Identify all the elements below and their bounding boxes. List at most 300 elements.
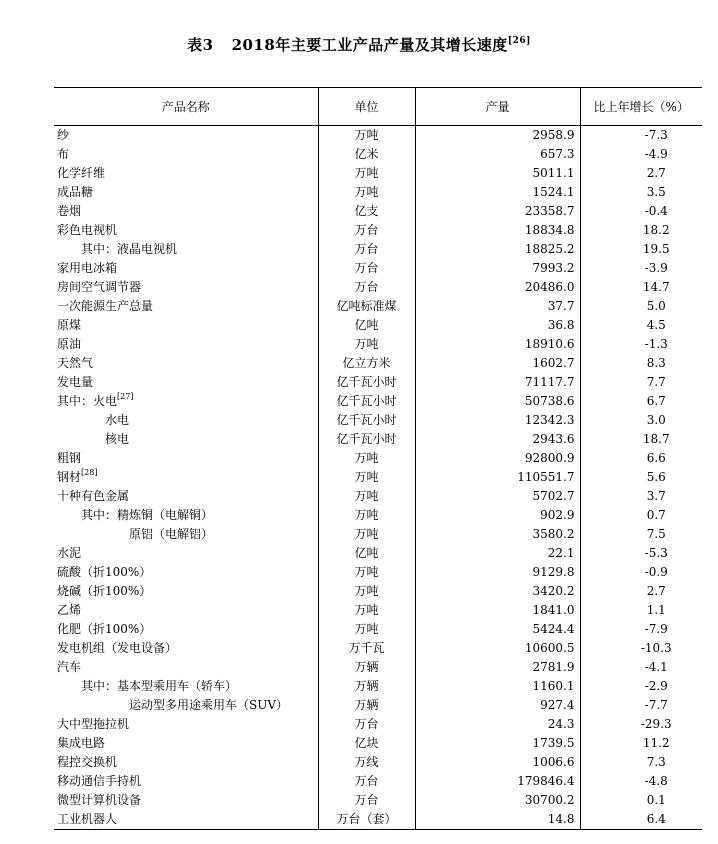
product-name-cell — [54, 753, 318, 772]
header-row — [54, 88, 702, 126]
output-cell — [415, 601, 580, 620]
table-row — [54, 620, 702, 639]
output-cell — [415, 145, 580, 164]
unit-cell-text: 万吨 — [354, 489, 379, 503]
product-name-cell — [54, 297, 318, 316]
product-name-cell — [54, 183, 318, 202]
output-cell-text: 30700.2 — [524, 793, 575, 807]
product-name-cell-text: 十种有色金属 — [57, 489, 130, 503]
header-product-name: 产品名称 — [54, 88, 318, 126]
growth-cell — [580, 297, 702, 316]
product-name-cell — [54, 601, 318, 620]
output-cell-text: 18834.8 — [524, 223, 575, 237]
output-cell-text: 23358.7 — [524, 204, 575, 218]
growth-cell — [580, 259, 702, 278]
growth-cell-text: 5.6 — [646, 470, 666, 484]
table-row — [54, 164, 702, 183]
growth-cell-text: 6.4 — [646, 812, 666, 826]
table-row — [54, 734, 702, 753]
output-cell — [415, 316, 580, 335]
unit-cell — [318, 126, 415, 146]
table-row — [54, 430, 702, 449]
product-name-cell — [54, 810, 318, 830]
table-row — [54, 677, 702, 696]
unit-cell — [318, 278, 415, 297]
unit-cell-text: 万吨 — [354, 603, 379, 617]
product-name-cell-text: 水电 — [57, 413, 130, 427]
output-cell — [415, 582, 580, 601]
product-name-cell — [54, 525, 318, 544]
output-cell-text: 2943.6 — [532, 432, 575, 446]
growth-cell-text: 3.7 — [646, 489, 666, 503]
growth-cell — [580, 183, 702, 202]
product-name-cell-text: 原煤 — [57, 318, 82, 332]
product-name-cell-text: 硫酸（折100%） — [57, 565, 152, 579]
growth-cell — [580, 620, 702, 639]
growth-cell-text: -7.3 — [644, 128, 668, 142]
product-name-cell — [54, 468, 318, 487]
output-cell — [415, 563, 580, 582]
output-cell — [415, 696, 580, 715]
growth-cell — [580, 164, 702, 183]
product-name-cell-text: 卷烟 — [57, 204, 82, 218]
output-cell-text: 2781.9 — [532, 660, 575, 674]
table-row — [54, 183, 702, 202]
product-name-cell — [54, 449, 318, 468]
unit-cell-text: 万台 — [354, 717, 379, 731]
unit-cell-text: 亿千瓦小时 — [336, 432, 397, 446]
unit-cell-text: 万千瓦 — [348, 641, 385, 655]
unit-cell-text: 万线 — [354, 755, 379, 769]
product-name-cell-text: 房间空气调节器 — [57, 280, 142, 294]
growth-cell-text: 18.2 — [642, 223, 670, 237]
growth-cell — [580, 145, 702, 164]
growth-cell-text: 1.1 — [646, 603, 666, 617]
growth-cell-text: 2.7 — [646, 584, 666, 598]
unit-cell — [318, 373, 415, 392]
growth-cell — [580, 715, 702, 734]
output-cell-text: 927.4 — [540, 698, 575, 712]
output-cell — [415, 468, 580, 487]
output-cell-text: 20486.0 — [524, 280, 575, 294]
output-cell — [415, 658, 580, 677]
growth-cell-text: -3.9 — [644, 261, 668, 275]
output-cell-text: 1841.0 — [532, 603, 575, 617]
output-cell-text: 1160.1 — [532, 679, 575, 693]
unit-cell-text: 万吨 — [354, 185, 379, 199]
product-name-cell — [54, 696, 318, 715]
unit-cell — [318, 316, 415, 335]
growth-cell-text: 11.2 — [642, 736, 670, 750]
unit-cell — [318, 487, 415, 506]
unit-cell-text: 万辆 — [354, 698, 379, 712]
product-name-cell-text: 微型计算机设备 — [57, 793, 142, 807]
product-name-cell-text: 烧碱（折100%） — [57, 584, 152, 598]
table-number: 表3 — [187, 36, 214, 54]
unit-cell — [318, 639, 415, 658]
unit-cell-text: 万台 — [354, 280, 379, 294]
product-name-cell — [54, 506, 318, 525]
table-row — [54, 506, 702, 525]
table-row — [54, 601, 702, 620]
product-name-cell — [54, 734, 318, 753]
product-name-cell — [54, 278, 318, 297]
growth-cell — [580, 126, 702, 146]
product-name-cell-text: 家用电冰箱 — [57, 261, 118, 275]
product-name-cell — [54, 411, 318, 430]
product-name-cell-text: 其中：基本型乘用车（轿车） — [57, 679, 238, 693]
unit-cell — [318, 601, 415, 620]
table-title — [0, 34, 718, 55]
unit-cell-text: 亿立方米 — [342, 356, 391, 370]
growth-cell-text: 19.5 — [642, 242, 670, 256]
output-cell — [415, 392, 580, 411]
output-cell — [415, 221, 580, 240]
growth-cell — [580, 544, 702, 563]
table-row — [54, 810, 702, 830]
unit-cell-text: 万台 — [354, 261, 379, 275]
product-name-cell-text: 乙烯 — [57, 603, 82, 617]
output-cell-text: 92800.9 — [524, 451, 575, 465]
output-cell — [415, 506, 580, 525]
unit-cell-text: 亿支 — [354, 204, 379, 218]
growth-cell — [580, 487, 702, 506]
product-name-cell-text: 水泥 — [57, 546, 82, 560]
unit-cell — [318, 221, 415, 240]
unit-cell — [318, 734, 415, 753]
table-row — [54, 791, 702, 810]
product-name-cell — [54, 373, 318, 392]
table-row — [54, 297, 702, 316]
product-name-cell — [54, 677, 318, 696]
growth-cell — [580, 810, 702, 830]
header-unit: 单位 — [318, 88, 415, 126]
unit-cell-text: 万台 — [354, 774, 379, 788]
unit-cell-text: 万吨 — [354, 622, 379, 636]
table-row — [54, 772, 702, 791]
output-cell — [415, 430, 580, 449]
growth-cell — [580, 221, 702, 240]
table-row — [54, 221, 702, 240]
product-name-cell-text: 彩色电视机 — [57, 223, 118, 237]
unit-cell — [318, 658, 415, 677]
product-name-cell — [54, 639, 318, 658]
output-cell-text: 7993.2 — [532, 261, 575, 275]
unit-cell — [318, 772, 415, 791]
unit-cell — [318, 354, 415, 373]
output-cell — [415, 791, 580, 810]
output-cell-text: 22.1 — [547, 546, 575, 560]
unit-cell-text: 亿吨标准煤 — [336, 299, 397, 313]
table-row — [54, 715, 702, 734]
output-cell-text: 1739.5 — [532, 736, 575, 750]
growth-cell — [580, 639, 702, 658]
growth-cell-text: 14.7 — [642, 280, 670, 294]
unit-cell-text: 亿吨 — [354, 318, 379, 332]
output-cell-text: 1602.7 — [532, 356, 575, 370]
output-cell — [415, 278, 580, 297]
growth-cell — [580, 582, 702, 601]
unit-cell — [318, 544, 415, 563]
unit-cell — [318, 620, 415, 639]
table-row — [54, 449, 702, 468]
output-cell-text: 902.9 — [540, 508, 575, 522]
product-name-cell-text: 其中：火电 — [57, 394, 118, 408]
product-name-cell-text: 粗钢 — [57, 451, 82, 465]
unit-cell — [318, 297, 415, 316]
unit-cell — [318, 411, 415, 430]
growth-cell-text: -29.3 — [640, 717, 672, 731]
growth-cell-text: -10.3 — [640, 641, 672, 655]
growth-cell — [580, 240, 702, 259]
growth-cell — [580, 278, 702, 297]
unit-cell-text: 万吨 — [354, 527, 379, 541]
product-name-cell — [54, 335, 318, 354]
unit-cell — [318, 753, 415, 772]
table-row — [54, 259, 702, 278]
growth-cell-text: -7.7 — [644, 698, 668, 712]
output-cell-text: 18910.6 — [524, 337, 575, 351]
growth-cell — [580, 696, 702, 715]
table-row — [54, 582, 702, 601]
output-cell-text: 12342.3 — [524, 413, 575, 427]
product-name-cell-text: 化学纤维 — [57, 166, 106, 180]
product-name-cell-text: 发电量 — [57, 375, 94, 389]
unit-cell — [318, 525, 415, 544]
output-cell — [415, 772, 580, 791]
product-name-cell — [54, 126, 318, 146]
unit-cell — [318, 715, 415, 734]
output-cell — [415, 202, 580, 221]
table-row — [54, 544, 702, 563]
product-name-cell — [54, 582, 318, 601]
output-cell — [415, 164, 580, 183]
product-name-cell-text: 纱 — [57, 128, 70, 142]
unit-cell-text: 万台（套） — [336, 812, 397, 826]
output-cell — [415, 335, 580, 354]
growth-cell-text: 3.5 — [646, 185, 666, 199]
product-name-cell — [54, 620, 318, 639]
unit-cell-text: 亿块 — [354, 736, 379, 750]
growth-cell — [580, 677, 702, 696]
growth-cell-text: 7.5 — [646, 527, 666, 541]
output-cell-text: 14.8 — [547, 812, 575, 826]
unit-cell-text: 万辆 — [354, 679, 379, 693]
growth-cell-text: 0.7 — [646, 508, 666, 522]
production-table — [54, 87, 702, 830]
output-cell — [415, 753, 580, 772]
table-row — [54, 278, 702, 297]
product-name-cell-text: 程控交换机 — [57, 755, 118, 769]
table-row — [54, 658, 702, 677]
unit-cell-text: 万吨 — [354, 470, 379, 484]
unit-cell-text: 万吨 — [354, 565, 379, 579]
output-cell — [415, 525, 580, 544]
growth-cell-text: -7.9 — [644, 622, 668, 636]
growth-cell-text: 18.7 — [642, 432, 670, 446]
growth-cell-text: 6.7 — [646, 394, 666, 408]
output-cell — [415, 677, 580, 696]
product-name-cell-text: 集成电路 — [57, 736, 106, 750]
output-cell — [415, 259, 580, 278]
product-name-cell-text: 化肥（折100%） — [57, 622, 152, 636]
output-cell — [415, 734, 580, 753]
growth-cell — [580, 753, 702, 772]
table-row — [54, 696, 702, 715]
output-cell-text: 50738.6 — [524, 394, 575, 408]
output-cell-text: 110551.7 — [517, 470, 575, 484]
unit-cell — [318, 183, 415, 202]
footnote-ref: [28] — [81, 468, 98, 477]
table-row — [54, 145, 702, 164]
product-name-cell — [54, 202, 318, 221]
growth-cell — [580, 734, 702, 753]
output-cell-text: 3420.2 — [532, 584, 575, 598]
product-name-cell — [54, 259, 318, 278]
output-cell — [415, 126, 580, 146]
product-name-cell-text: 运动型多用途乘用车（SUV） — [57, 698, 289, 712]
product-name-cell-text: 大中型拖拉机 — [57, 717, 130, 731]
growth-cell-text: 5.0 — [646, 299, 666, 313]
output-cell — [415, 487, 580, 506]
unit-cell-text: 亿千瓦小时 — [336, 375, 397, 389]
product-name-cell-text: 成品糖 — [57, 185, 94, 199]
output-cell-text: 5424.4 — [532, 622, 575, 636]
output-cell — [415, 183, 580, 202]
product-name-cell-text: 钢材 — [57, 470, 82, 484]
product-name-cell-text: 原铝（电解铝） — [57, 527, 214, 541]
unit-cell — [318, 506, 415, 525]
table-row — [54, 525, 702, 544]
unit-cell — [318, 696, 415, 715]
growth-cell — [580, 202, 702, 221]
unit-cell — [318, 430, 415, 449]
unit-cell-text: 万台 — [354, 793, 379, 807]
title-footnote: [26] — [507, 36, 531, 46]
output-cell-text: 24.3 — [547, 717, 575, 731]
growth-cell-text: 3.0 — [646, 413, 666, 427]
growth-cell-text: -5.3 — [644, 546, 668, 560]
growth-cell — [580, 601, 702, 620]
output-cell-text: 5702.7 — [532, 489, 575, 503]
output-cell-text: 10600.5 — [524, 641, 575, 655]
table-row — [54, 639, 702, 658]
unit-cell — [318, 259, 415, 278]
product-name-cell — [54, 772, 318, 791]
product-name-cell-text: 其中：精炼铜（电解铜） — [57, 508, 214, 522]
growth-cell-text: 2.7 — [646, 166, 666, 180]
growth-cell — [580, 411, 702, 430]
table-row — [54, 563, 702, 582]
product-name-cell — [54, 487, 318, 506]
table-row — [54, 487, 702, 506]
output-cell-text: 1006.6 — [532, 755, 575, 769]
output-cell-text: 9129.8 — [532, 565, 575, 579]
growth-cell — [580, 354, 702, 373]
growth-cell — [580, 506, 702, 525]
output-cell-text: 1524.1 — [532, 185, 575, 199]
unit-cell-text: 亿千瓦小时 — [336, 413, 397, 427]
product-name-cell — [54, 240, 318, 259]
header-growth: 比上年增长（%） — [580, 88, 702, 126]
table-row — [54, 316, 702, 335]
growth-cell-text: 0.1 — [646, 793, 666, 807]
unit-cell — [318, 677, 415, 696]
growth-cell — [580, 658, 702, 677]
unit-cell-text: 万吨 — [354, 166, 379, 180]
growth-cell — [580, 392, 702, 411]
table-row — [54, 202, 702, 221]
table-row — [54, 468, 702, 487]
product-name-cell-text: 移动通信手持机 — [57, 774, 142, 788]
growth-cell — [580, 335, 702, 354]
growth-cell-text: -4.1 — [644, 660, 668, 674]
unit-cell — [318, 392, 415, 411]
unit-cell — [318, 240, 415, 259]
product-name-cell-text: 发电机组（发电设备） — [57, 641, 178, 655]
unit-cell-text: 万台 — [354, 242, 379, 256]
output-cell — [415, 373, 580, 392]
unit-cell — [318, 582, 415, 601]
product-name-cell — [54, 354, 318, 373]
product-name-cell — [54, 316, 318, 335]
growth-cell — [580, 449, 702, 468]
unit-cell — [318, 335, 415, 354]
product-name-cell — [54, 563, 318, 582]
product-name-cell — [54, 392, 318, 411]
output-cell — [415, 354, 580, 373]
unit-cell-text: 万吨 — [354, 584, 379, 598]
table-row — [54, 411, 702, 430]
product-name-cell-text: 核电 — [57, 432, 130, 446]
product-name-cell — [54, 430, 318, 449]
unit-cell-text: 亿千瓦小时 — [336, 394, 397, 408]
growth-cell — [580, 525, 702, 544]
table-row — [54, 240, 702, 259]
unit-cell — [318, 164, 415, 183]
product-name-cell — [54, 544, 318, 563]
table-row — [54, 392, 702, 411]
footnote-ref: [27] — [117, 392, 134, 401]
output-cell — [415, 620, 580, 639]
product-name-cell-text: 工业机器人 — [57, 812, 118, 826]
growth-cell-text: 7.7 — [646, 375, 666, 389]
product-name-cell — [54, 715, 318, 734]
unit-cell — [318, 791, 415, 810]
output-cell-text: 3580.2 — [532, 527, 575, 541]
output-cell-text: 5011.1 — [532, 166, 575, 180]
unit-cell-text: 万吨 — [354, 508, 379, 522]
output-cell-text: 2958.9 — [532, 128, 575, 142]
header-output: 产量 — [415, 88, 580, 126]
output-cell — [415, 449, 580, 468]
unit-cell-text: 万吨 — [354, 128, 379, 142]
unit-cell — [318, 449, 415, 468]
unit-cell-text: 亿米 — [354, 147, 379, 161]
product-name-cell-text: 其中：液晶电视机 — [57, 242, 178, 256]
product-name-cell-text: 原油 — [57, 337, 82, 351]
unit-cell — [318, 202, 415, 221]
output-cell-text: 71117.7 — [524, 375, 575, 389]
output-cell — [415, 715, 580, 734]
unit-cell — [318, 468, 415, 487]
product-name-cell-text: 天然气 — [57, 356, 94, 370]
unit-cell-text: 万吨 — [354, 337, 379, 351]
growth-cell-text: 8.3 — [646, 356, 666, 370]
product-name-cell-text: 汽车 — [57, 660, 82, 674]
unit-cell-text: 万辆 — [354, 660, 379, 674]
output-cell — [415, 639, 580, 658]
